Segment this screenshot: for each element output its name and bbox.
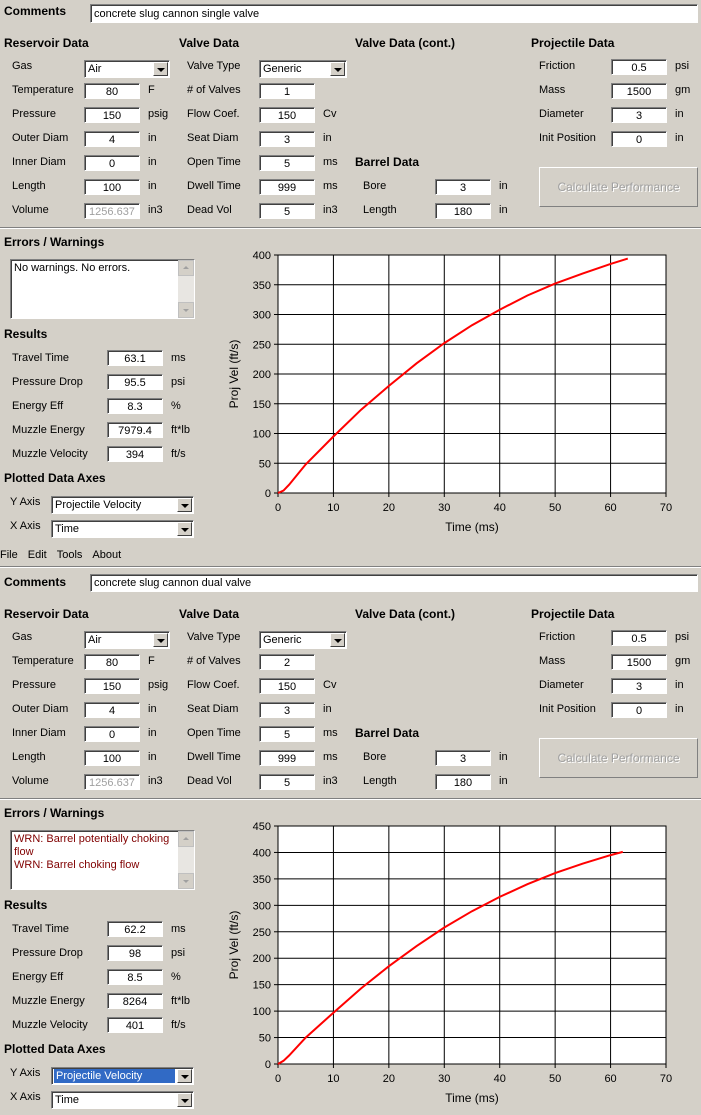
muzzle-energy-label: Muzzle Energy bbox=[12, 424, 85, 436]
results-title: Results bbox=[4, 898, 48, 912]
dwell-time-field[interactable]: 999 bbox=[259, 750, 315, 766]
chevron-down-icon[interactable] bbox=[177, 522, 192, 536]
pressure-label: Pressure bbox=[12, 108, 57, 120]
temperature-field[interactable]: 80 bbox=[84, 83, 140, 99]
x-tick-label: 60 bbox=[604, 502, 617, 514]
y-tick-label: 350 bbox=[252, 873, 271, 886]
y-axis-select[interactable] bbox=[51, 1067, 194, 1085]
muzzle-velocity-field: 401 bbox=[107, 1017, 163, 1033]
travel-time-label: Travel Time bbox=[12, 923, 70, 935]
num-valves-field[interactable]: 2 bbox=[259, 654, 315, 670]
warning-line: WRN: Barrel choking flow bbox=[14, 859, 140, 871]
init-position-field[interactable]: 0 bbox=[611, 702, 667, 718]
scrollbar[interactable] bbox=[178, 831, 194, 889]
init-position-label: Init Position bbox=[539, 132, 596, 144]
inner-diam-unit: in bbox=[148, 727, 157, 739]
comments-label: Comments bbox=[4, 575, 67, 589]
pressure-unit: psig bbox=[148, 108, 169, 120]
inner-diam-unit: in bbox=[148, 156, 157, 168]
scroll-down-icon[interactable] bbox=[178, 873, 194, 889]
inner-diam-label: Inner Diam bbox=[12, 727, 66, 739]
dead-vol-unit: in3 bbox=[323, 204, 338, 216]
inner-diam-field[interactable]: 0 bbox=[84, 726, 140, 742]
x-tick-label: 50 bbox=[549, 502, 562, 514]
valve-type-value: Generic bbox=[263, 63, 302, 75]
mass-unit: gm bbox=[675, 655, 691, 667]
y-tick-label: 0 bbox=[264, 488, 271, 500]
pressure-field[interactable]: 150 bbox=[84, 678, 140, 694]
valve-type-select[interactable] bbox=[259, 631, 347, 649]
menu-bar bbox=[0, 548, 701, 564]
temperature-unit: F bbox=[148, 84, 155, 96]
y-tick-label: 350 bbox=[252, 279, 271, 292]
plotted-data-axes-title: Plotted Data Axes bbox=[4, 1042, 106, 1056]
init-position-unit: in bbox=[675, 132, 684, 144]
panel-single-valve bbox=[0, 0, 701, 548]
menu-about[interactable]: About bbox=[92, 549, 122, 561]
energy-eff-field: 8.3 bbox=[107, 398, 163, 414]
length-label: Length bbox=[12, 180, 46, 192]
y-tick-label: 150 bbox=[252, 979, 271, 992]
results-title: Results bbox=[4, 327, 48, 341]
x-axis-select[interactable] bbox=[51, 520, 194, 538]
diameter-unit: in bbox=[675, 679, 684, 691]
chevron-down-icon[interactable] bbox=[153, 633, 168, 647]
diameter-field[interactable]: 3 bbox=[611, 107, 667, 123]
y-tick-label: 300 bbox=[252, 309, 271, 322]
seat-diam-label: Seat Diam bbox=[187, 132, 239, 144]
barrel-data-title: Barrel Data bbox=[355, 726, 420, 740]
chevron-down-icon[interactable] bbox=[330, 633, 345, 647]
dead-vol-field[interactable]: 5 bbox=[259, 774, 315, 790]
section-divider bbox=[0, 227, 701, 229]
pressure-label: Pressure bbox=[12, 679, 57, 691]
y-tick-label: 400 bbox=[252, 847, 271, 860]
friction-unit: psi bbox=[675, 631, 690, 643]
energy-eff-label: Energy Eff bbox=[12, 400, 64, 412]
energy-eff-unit: % bbox=[171, 400, 181, 412]
chevron-down-icon[interactable] bbox=[330, 62, 345, 76]
comments-field[interactable]: concrete slug cannon single valve bbox=[90, 4, 698, 23]
x-axis-title: Time (ms) bbox=[445, 520, 499, 534]
outer-diam-unit: in bbox=[148, 132, 157, 144]
y-tick-label: 100 bbox=[252, 1006, 271, 1019]
y-tick-label: 400 bbox=[252, 250, 271, 262]
outer-diam-unit: in bbox=[148, 703, 157, 715]
muzzle-velocity-label: Muzzle Velocity bbox=[12, 1019, 88, 1031]
reservoir-data-title: Reservoir Data bbox=[4, 607, 89, 621]
travel-time-label: Travel Time bbox=[12, 352, 70, 364]
pressure-drop-unit: psi bbox=[171, 376, 186, 388]
x-tick-label: 20 bbox=[382, 502, 395, 514]
y-tick-label: 50 bbox=[258, 1032, 271, 1045]
x-tick-label: 70 bbox=[659, 502, 673, 514]
num-valves-label: # of Valves bbox=[187, 84, 241, 96]
temperature-field[interactable]: 80 bbox=[84, 654, 140, 670]
plotted-data-axes-title: Plotted Data Axes bbox=[4, 471, 106, 485]
gas-select-value: Air bbox=[88, 63, 102, 75]
warning-line: WRN: Barrel potentially choking flow bbox=[14, 833, 170, 858]
flow-coef-label: Flow Coef. bbox=[187, 108, 240, 120]
projectile-data-title: Projectile Data bbox=[531, 36, 615, 50]
travel-time-unit: ms bbox=[171, 923, 186, 935]
temperature-label: Temperature bbox=[12, 84, 74, 96]
comments-label: Comments bbox=[4, 4, 67, 18]
open-time-label: Open Time bbox=[187, 727, 241, 739]
muzzle-velocity-unit: ft/s bbox=[171, 448, 186, 460]
pressure-unit: psig bbox=[148, 679, 169, 691]
barrel-data-title: Barrel Data bbox=[355, 155, 420, 169]
pressure-drop-unit: psi bbox=[171, 947, 186, 959]
flow-coef-unit: Cv bbox=[323, 679, 337, 691]
errors-warnings-title: Errors / Warnings bbox=[4, 235, 105, 249]
num-valves-label: # of Valves bbox=[187, 655, 241, 667]
menu-file[interactable]: File bbox=[0, 549, 18, 561]
flow-coef-field[interactable]: 150 bbox=[259, 107, 315, 123]
travel-time-field: 62.2 bbox=[107, 921, 163, 937]
seat-diam-unit: in bbox=[323, 703, 332, 715]
bore-label: Bore bbox=[363, 180, 387, 192]
y-tick-label: 0 bbox=[264, 1059, 271, 1071]
outer-diam-label: Outer Diam bbox=[12, 703, 69, 715]
y-tick-label: 200 bbox=[252, 369, 271, 381]
bore-field[interactable]: 3 bbox=[435, 750, 491, 766]
inner-diam-field[interactable]: 0 bbox=[84, 155, 140, 171]
valve-data-cont-title: Valve Data (cont.) bbox=[355, 36, 456, 50]
valve-type-select[interactable] bbox=[259, 60, 347, 78]
barrel-length-unit: in bbox=[499, 204, 508, 216]
friction-field[interactable]: 0.5 bbox=[611, 630, 667, 646]
chevron-down-icon[interactable] bbox=[153, 62, 168, 76]
y-tick-label: 250 bbox=[252, 926, 271, 939]
friction-label: Friction bbox=[539, 631, 576, 643]
inner-diam-label: Inner Diam bbox=[12, 156, 66, 168]
seat-diam-label: Seat Diam bbox=[187, 703, 239, 715]
pressure-drop-label: Pressure Drop bbox=[12, 376, 83, 388]
error-line: No warnings. No errors. bbox=[14, 262, 131, 274]
length-field[interactable]: 100 bbox=[84, 750, 140, 766]
y-axis-label: Y Axis bbox=[10, 1067, 41, 1079]
plot-area bbox=[278, 826, 666, 1064]
pressure-field[interactable]: 150 bbox=[84, 107, 140, 123]
outer-diam-label: Outer Diam bbox=[12, 132, 69, 144]
gas-label: Gas bbox=[12, 631, 33, 643]
init-position-field[interactable]: 0 bbox=[611, 131, 667, 147]
mass-field[interactable]: 1500 bbox=[611, 654, 667, 670]
section-divider bbox=[0, 798, 701, 800]
y-tick-label: 100 bbox=[252, 428, 271, 441]
y-tick-label: 450 bbox=[252, 821, 271, 833]
volume-label: Volume bbox=[12, 775, 49, 787]
scroll-up-icon[interactable] bbox=[178, 831, 194, 847]
bore-label: Bore bbox=[363, 751, 387, 763]
open-time-field[interactable]: 5 bbox=[259, 155, 315, 171]
y-tick-label: 250 bbox=[252, 339, 271, 352]
volume-field: 1256.637 bbox=[84, 203, 140, 219]
gas-select[interactable] bbox=[84, 60, 170, 78]
muzzle-velocity-unit: ft/s bbox=[171, 1019, 186, 1031]
seat-diam-field[interactable]: 3 bbox=[259, 702, 315, 718]
y-axis-value: Projectile Velocity bbox=[55, 499, 142, 511]
open-time-unit: ms bbox=[323, 156, 338, 168]
y-axis-select[interactable] bbox=[51, 496, 194, 514]
dwell-time-unit: ms bbox=[323, 751, 338, 763]
num-valves-field[interactable]: 1 bbox=[259, 83, 315, 99]
dead-vol-label: Dead Vol bbox=[187, 204, 232, 216]
x-tick-label: 40 bbox=[493, 1073, 506, 1085]
barrel-length-label: Length bbox=[363, 775, 397, 787]
dwell-time-label: Dwell Time bbox=[187, 751, 241, 763]
valve-type-label: Valve Type bbox=[187, 631, 241, 643]
y-axis-title: Proj Vel (ft/s) bbox=[227, 910, 241, 980]
diameter-field[interactable]: 3 bbox=[611, 678, 667, 694]
y-tick-label: 50 bbox=[258, 458, 271, 471]
x-tick-label: 40 bbox=[493, 502, 506, 514]
open-time-label: Open Time bbox=[187, 156, 241, 168]
errors-memo[interactable] bbox=[10, 830, 195, 890]
chevron-down-icon[interactable] bbox=[177, 498, 192, 512]
diameter-unit: in bbox=[675, 108, 684, 120]
velocity-chart bbox=[210, 245, 690, 540]
chevron-down-icon[interactable] bbox=[177, 1069, 192, 1083]
mass-label: Mass bbox=[539, 655, 566, 667]
scroll-up-icon[interactable] bbox=[178, 260, 194, 276]
mass-label: Mass bbox=[539, 84, 566, 96]
projectile-data-title: Projectile Data bbox=[531, 607, 615, 621]
muzzle-energy-label: Muzzle Energy bbox=[12, 995, 85, 1007]
volume-unit: in3 bbox=[148, 775, 163, 787]
scroll-down-icon[interactable] bbox=[178, 302, 194, 318]
chevron-down-icon[interactable] bbox=[177, 1093, 192, 1107]
x-tick-label: 10 bbox=[327, 1073, 340, 1085]
flow-coef-unit: Cv bbox=[323, 108, 337, 120]
friction-field[interactable]: 0.5 bbox=[611, 59, 667, 75]
dwell-time-label: Dwell Time bbox=[187, 180, 241, 192]
dead-vol-label: Dead Vol bbox=[187, 775, 232, 787]
velocity-chart bbox=[210, 816, 690, 1111]
reservoir-data-title: Reservoir Data bbox=[4, 36, 89, 50]
muzzle-energy-unit: ft*lb bbox=[171, 424, 190, 436]
x-tick-label: 0 bbox=[274, 502, 282, 514]
dead-vol-unit: in3 bbox=[323, 775, 338, 787]
valve-data-title: Valve Data bbox=[179, 607, 240, 621]
comments-field[interactable]: concrete slug cannon dual valve bbox=[90, 574, 698, 592]
pressure-drop-field: 98 bbox=[107, 945, 163, 961]
travel-time-unit: ms bbox=[171, 352, 186, 364]
errors-warnings-title: Errors / Warnings bbox=[4, 806, 105, 820]
scrollbar[interactable] bbox=[178, 260, 194, 318]
x-axis-value: Time bbox=[55, 523, 80, 535]
diameter-label: Diameter bbox=[539, 679, 584, 691]
dwell-time-unit: ms bbox=[323, 180, 338, 192]
valve-type-value: Generic bbox=[263, 634, 302, 646]
x-tick-label: 30 bbox=[438, 1073, 451, 1085]
energy-eff-label: Energy Eff bbox=[12, 971, 64, 983]
barrel-length-field[interactable]: 180 bbox=[435, 203, 491, 219]
x-axis-label: X Axis bbox=[10, 1091, 41, 1103]
menu-tools[interactable]: Tools bbox=[56, 549, 83, 561]
muzzle-energy-field: 8264 bbox=[107, 993, 163, 1009]
y-axis-value: Projectile Velocity bbox=[54, 1069, 175, 1083]
pressure-drop-field: 95.5 bbox=[107, 374, 163, 390]
energy-eff-unit: % bbox=[171, 971, 181, 983]
x-tick-label: 20 bbox=[382, 1073, 395, 1085]
diameter-label: Diameter bbox=[539, 108, 584, 120]
seat-diam-unit: in bbox=[323, 132, 332, 144]
bore-field[interactable]: 3 bbox=[435, 179, 491, 195]
panel-dual-valve bbox=[0, 566, 701, 1115]
y-axis-label: Y Axis bbox=[10, 496, 41, 508]
flow-coef-field[interactable]: 150 bbox=[259, 678, 315, 694]
muzzle-energy-field: 7979.4 bbox=[107, 422, 163, 438]
x-axis-label: X Axis bbox=[10, 520, 41, 532]
muzzle-velocity-label: Muzzle Velocity bbox=[12, 448, 88, 460]
length-field[interactable]: 100 bbox=[84, 179, 140, 195]
x-tick-label: 70 bbox=[659, 1073, 673, 1085]
gas-select[interactable] bbox=[84, 631, 170, 649]
mass-unit: gm bbox=[675, 84, 691, 96]
y-tick-label: 200 bbox=[252, 953, 271, 966]
pressure-drop-label: Pressure Drop bbox=[12, 947, 83, 959]
section-divider bbox=[0, 566, 701, 568]
travel-time-field: 63.1 bbox=[107, 350, 163, 366]
x-tick-label: 0 bbox=[274, 1073, 282, 1085]
length-label: Length bbox=[12, 751, 46, 763]
x-tick-label: 50 bbox=[549, 1073, 562, 1085]
barrel-length-field[interactable]: 180 bbox=[435, 774, 491, 790]
gas-select-value: Air bbox=[88, 634, 102, 646]
muzzle-energy-unit: ft*lb bbox=[171, 995, 190, 1007]
temperature-label: Temperature bbox=[12, 655, 74, 667]
open-time-unit: ms bbox=[323, 727, 338, 739]
x-tick-label: 60 bbox=[604, 1073, 617, 1085]
valve-data-title: Valve Data bbox=[179, 36, 240, 50]
y-axis-title: Proj Vel (ft/s) bbox=[227, 339, 241, 409]
friction-label: Friction bbox=[539, 60, 576, 72]
x-axis-value: Time bbox=[55, 1094, 80, 1106]
bore-unit: in bbox=[499, 751, 508, 763]
calculate-performance-button[interactable]: Calculate Performance bbox=[539, 167, 698, 207]
outer-diam-field[interactable]: 4 bbox=[84, 131, 140, 147]
x-axis-title: Time (ms) bbox=[445, 1091, 499, 1105]
muzzle-velocity-field: 394 bbox=[107, 446, 163, 462]
x-axis-select[interactable] bbox=[51, 1091, 194, 1109]
valve-data-cont-title: Valve Data (cont.) bbox=[355, 607, 456, 621]
volume-unit: in3 bbox=[148, 204, 163, 216]
flow-coef-label: Flow Coef. bbox=[187, 679, 240, 691]
calculate-performance-button[interactable]: Calculate Performance bbox=[539, 738, 698, 778]
energy-eff-field: 8.5 bbox=[107, 969, 163, 985]
length-unit: in bbox=[148, 751, 157, 763]
temperature-unit: F bbox=[148, 655, 155, 667]
dead-vol-field[interactable]: 5 bbox=[259, 203, 315, 219]
length-unit: in bbox=[148, 180, 157, 192]
valve-type-label: Valve Type bbox=[187, 60, 241, 72]
gas-label: Gas bbox=[12, 60, 33, 72]
volume-label: Volume bbox=[12, 204, 49, 216]
y-tick-label: 300 bbox=[252, 900, 271, 913]
y-tick-label: 150 bbox=[252, 398, 271, 411]
bore-unit: in bbox=[499, 180, 508, 192]
barrel-length-label: Length bbox=[363, 204, 397, 216]
init-position-unit: in bbox=[675, 703, 684, 715]
mass-field[interactable]: 1500 bbox=[611, 83, 667, 99]
friction-unit: psi bbox=[675, 60, 690, 72]
init-position-label: Init Position bbox=[539, 703, 596, 715]
errors-memo[interactable] bbox=[10, 259, 195, 319]
open-time-field[interactable]: 5 bbox=[259, 726, 315, 742]
dwell-time-field[interactable]: 999 bbox=[259, 179, 315, 195]
x-tick-label: 30 bbox=[438, 502, 451, 514]
menu-edit[interactable]: Edit bbox=[27, 549, 47, 561]
seat-diam-field[interactable]: 3 bbox=[259, 131, 315, 147]
volume-field: 1256.637 bbox=[84, 774, 140, 790]
outer-diam-field[interactable]: 4 bbox=[84, 702, 140, 718]
barrel-length-unit: in bbox=[499, 775, 508, 787]
x-tick-label: 10 bbox=[327, 502, 340, 514]
